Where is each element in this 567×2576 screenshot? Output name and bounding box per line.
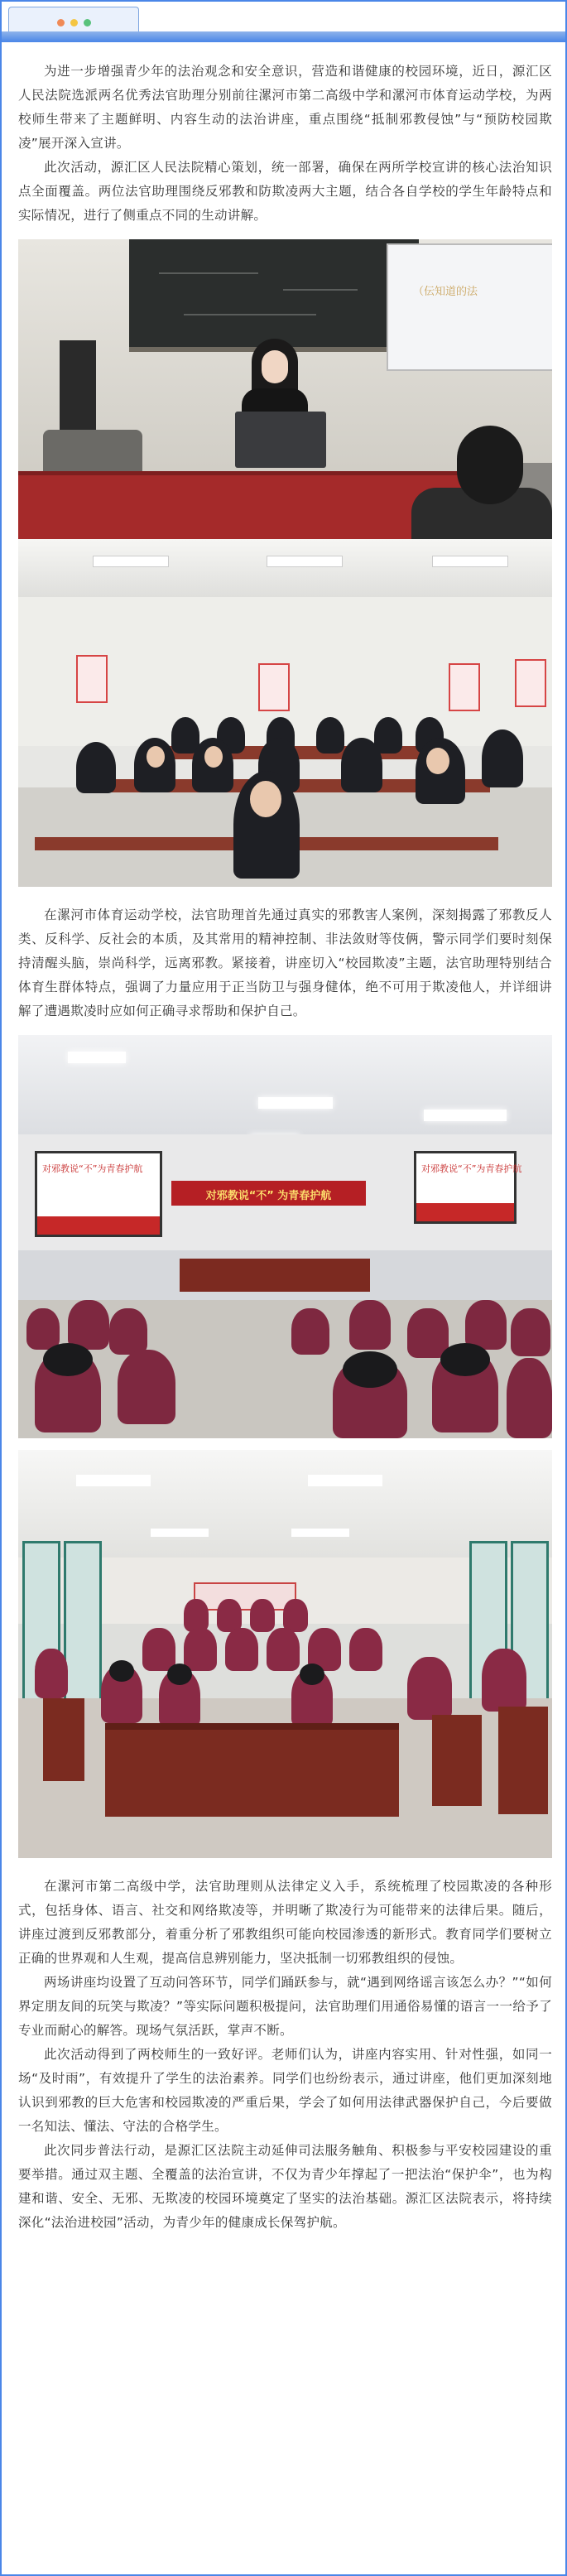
left-screen-caption: 对邪教说“不”为青春护航 — [42, 1163, 143, 1174]
article-body — [18, 60, 552, 2235]
paragraph-conclusion: 此次同步普法行动，是源汇区法院主动延伸司法服务触角、积极参与平安校园建设的重要举措。通过双主题、全覆盖的法治宣讲，不仅为青少年撑起了一把法治“保护伞”，也为构建和谐、安全、无邪、无欺凌的校园环境奠定了坚实的法治基础。源汇区法院表示，将持续深化“法治进校园”活动，为青少年的健康成长保驾护航。 — [18, 2143, 552, 2230]
window-header — [2, 2, 565, 43]
stage-table — [180, 1259, 370, 1292]
screen-caption: （伝知道的法 — [413, 286, 478, 298]
right-projection-screen — [414, 1151, 522, 1224]
right-screen-caption: 对邪教说“不”为青春护航 — [421, 1163, 522, 1174]
stage-banner-text: 对邪教说“不” 为青春护航 — [205, 1190, 332, 1202]
front-desk — [105, 1723, 399, 1817]
header-accent-bar — [2, 31, 565, 42]
paragraph-intro: 为进一步增强青少年的法治观念和安全意识，营造和谐健康的校园环境，近日，源汇区人民法院选派两名优秀法官助理分别前往漯河市第二高级中学和漯河市体育运动学校，为两校师生带来了主题鲜明、内容生动的法治讲座，重点围绕“抵制邪教侵蚀”与“预防校园欺凌”展开深入宣讲。 — [18, 64, 552, 151]
paragraph-interaction: 两场讲座均设置了互动问答环节，同学们踊跃参与，就“遇到网络谣言该怎么办？”“如何界定朋友间的玩笑与欺凌？”等实际问题积极提问，法官助理们用通俗易懂的语言一一给予了专业而耐心的解答。现场气氛活跃，掌声不断。 — [18, 1975, 552, 2038]
paragraph-high-school: 在漯河市第二高级中学，法官助理则从法律定义入手，系统梳理了校园欺凌的各种形式，包括身体、语言、社交和网络欺凌等，并明晰了欺凌行为可能带来的法律后果。随后，讲座过渡到反邪教部分，着重分析了邪教组织可能向校园渗透的新形式。教育同学们要树立正确的世界观和人生观，提高信息辨别能力，坚决抵制一切邪教组织的侵蚀。 — [18, 1879, 552, 1966]
projection-screen — [387, 243, 552, 371]
photo-lecture-speaker — [18, 239, 552, 539]
maximize-dot-icon[interactable] — [84, 19, 91, 26]
blackboard — [129, 239, 419, 352]
photo-auditorium-lecture — [18, 1035, 552, 1438]
photo-classroom-lecture — [18, 1450, 552, 1858]
close-dot-icon[interactable] — [57, 19, 65, 26]
wall-slogan-board — [194, 1582, 296, 1611]
window-tab — [8, 7, 139, 32]
minimize-dot-icon[interactable] — [70, 19, 78, 26]
photo-classroom-students — [18, 539, 552, 887]
paragraph-planning: 此次活动，源汇区人民法院精心策划，统一部署，确保在两所学校宣讲的核心法治知识点全面覆盖。两位法官助理围绕反邪教和防欺凌两大主题，结合各自学校的学生年龄特点和实际情况，进行了侧重点不同的生动讲解。 — [18, 160, 552, 223]
paragraph-feedback: 此次活动得到了两校师生的一致好评。老师们认为，讲座内容实用、针对性强，如同一场“及时雨”，有效提升了学生的法治素养。同学们也纷纷表示，通过讲座，他们更加深刻地认识到邪教的巨大危害和校园欺凌的严重后果，学会了如何用法律武器保护自己，今后要做一名知法、懂法、守法的合格学生。 — [18, 2047, 552, 2134]
stage-banner — [171, 1181, 366, 1206]
left-projection-screen — [35, 1151, 162, 1237]
paragraph-sports-school: 在漯河市体育运动学校，法官助理首先通过真实的邪教害人案例，深刻揭露了邪教反人类、反科学、反社会的本质，及其常用的精神控制、非法敛财等伎俩，警示同学们要时刻保持清醒头脑，崇尚科学，远离邪教。紧接着，讲座切入“校园欺凌”主题，法官助理特别结合体育生群体特点，强调了力量应用于正当防卫与强身健体，绝不可用于欺凌他人，并详细讲解了遭遇欺凌时应如何正确寻求帮助和保护自己。 — [18, 908, 552, 1018]
laptop — [235, 412, 326, 468]
